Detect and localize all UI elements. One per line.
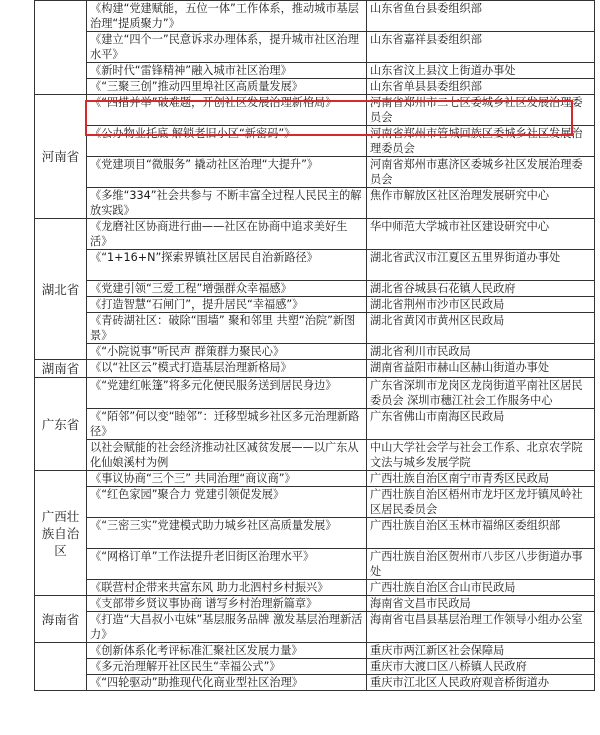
- table-row: [35, 79, 595, 95]
- table-row: [35, 643, 595, 659]
- case-title: 《青砖湖社区：破除“围墙” 聚和邻里 共塑“治院”新图景》: [87, 313, 367, 344]
- case-title: 《公办物业托底 解锁老旧小区“新密码”》: [87, 126, 367, 157]
- case-unit: 广西壮族自治区贺州市八步区八步街道办事处: [367, 549, 595, 580]
- table-row: [35, 378, 595, 409]
- case-title: 《“陌邻”何以变“睦邻”：迁移型城乡社区多元治理新路径》: [87, 409, 367, 440]
- province-cell: 湖南省: [35, 360, 87, 378]
- case-unit: 中山大学社会学与社会工作系、北京农学院文法与城乡发展学院: [367, 440, 595, 471]
- case-unit: 河南省郑州市管城回族区委城乡社区发展治理委员会: [367, 126, 595, 157]
- case-unit: 广西壮族自治区梧州市龙圩区龙圩镇凤岭社区居民委员会: [367, 487, 595, 518]
- case-title: 《联营村企带来共富东风 助力北泗村乡村振兴》: [87, 580, 367, 596]
- case-title: 《事议协商“三个三” 共同治理“商议商”》: [87, 471, 367, 487]
- province-cell: 湖北省: [35, 219, 87, 360]
- province-cell: 广西壮族自治区: [35, 471, 87, 596]
- table-row: [35, 219, 595, 250]
- case-unit: 湖北省谷城县石花镇人民政府: [367, 281, 595, 297]
- case-title: 《创新体系化考评标准汇聚社区发展力量》: [87, 643, 367, 659]
- table-row: [35, 440, 595, 471]
- table-row: [35, 518, 595, 549]
- case-unit: 重庆市两江新区社会保障局: [367, 643, 595, 659]
- case-title: 《构建“党建赋能，五位一体”工作体系，推动城市基层治理“提质聚力”》: [87, 1, 367, 32]
- case-unit: 海南省屯昌县基层治理工作领导小组办公室: [367, 612, 595, 643]
- case-title: 《多维“334”社会共参与 不断丰富全过程人民民主的解放实践》: [87, 188, 367, 219]
- table-row: [35, 409, 595, 440]
- case-title: 以社会赋能的社会经济推动社区减贫发展——以广东从化仙娘溪村为例: [87, 440, 367, 471]
- case-title: 《“小院说事”听民声 群策群力聚民心》: [87, 344, 367, 360]
- table-row: [35, 612, 595, 643]
- table-row: [35, 360, 595, 378]
- province-cell: 河南省: [35, 95, 87, 219]
- table-row: [35, 313, 595, 344]
- case-unit: 河南省郑州市惠济区委城乡社区发展治理委员会: [367, 157, 595, 188]
- province-cell: [35, 643, 87, 691]
- table-row: [35, 297, 595, 313]
- table-row: [35, 344, 595, 360]
- table-row: [35, 549, 595, 580]
- case-title: 《新时代“雷锋精神”融入城市社区治理》: [87, 63, 367, 79]
- case-unit: 重庆市大渡口区八桥镇人民政府: [367, 659, 595, 675]
- case-title: 《支部带乡贤议事协商 谱写乡村治理新篇章》: [87, 596, 367, 612]
- province-cell: 广东省: [35, 378, 87, 471]
- case-title: 《“三聚三创”推动四里埠社区高质量发展》: [87, 79, 367, 95]
- case-unit: 广东省佛山市南海区民政局: [367, 409, 595, 440]
- case-title: 《“红色家园”聚合力 党建引领促发展》: [87, 487, 367, 518]
- case-title: 《“1+16+N”探索界镇社区居民自治新路径》: [87, 250, 367, 281]
- case-title: 《“四轮驱动”助推现代化商业型社区治理》: [87, 675, 367, 691]
- case-unit: 湖南省益阳市赫山区赫山街道办事处: [367, 360, 595, 378]
- table-row: [35, 32, 595, 63]
- case-unit: 湖北省利川市民政局: [367, 344, 595, 360]
- table-row: [35, 188, 595, 219]
- case-unit: 湖北省黄冈市黄州区民政局: [367, 313, 595, 344]
- case-unit: 广东省深圳市龙岗区龙岗街道平南社区居民委员会 深圳市穗江社会工作服务中心: [367, 378, 595, 409]
- case-title: 《打造“大昌叔小屯妹”基层服务品牌 激发基层治理新活力》: [87, 612, 367, 643]
- case-unit: 广西壮族自治区玉林市福绵区委组织部: [367, 518, 595, 549]
- case-unit: 广西壮族自治区南宁市青秀区民政局: [367, 471, 595, 487]
- case-title: 《“党建红帐篷”将多元化便民服务送到居民身边》: [87, 378, 367, 409]
- case-title: 《以“社区云”模式打造基层治理新格局》: [87, 360, 367, 378]
- case-unit: 湖北省武汉市江夏区五里界街道办事处: [367, 250, 595, 281]
- case-title: 《龙磨社区协商进行曲——社区在协商中追求美好生活》: [87, 219, 367, 250]
- case-unit: 河南省郑州市二七区委城乡社区发展治理委员会: [367, 95, 595, 126]
- case-title: 《建立“四个一”民意诉求办理体系，提升城市社区治理水平》: [87, 32, 367, 63]
- case-title: 《“四措并举”破难题，开创社区发展治理新格局》: [87, 95, 367, 126]
- case-title: 《党建项目“微服务” 撬动社区治理“大提升”》: [87, 157, 367, 188]
- province-cell: 海南省: [35, 596, 87, 643]
- case-unit: 湖北省荆州市沙市区民政局: [367, 297, 595, 313]
- table-row: [35, 596, 595, 612]
- table-row: [35, 126, 595, 157]
- case-unit: 山东省鱼台县委组织部: [367, 1, 595, 32]
- case-list-table: [34, 0, 595, 691]
- case-title: 《打造智慧“石闸门”，提升居民“幸福感”》: [87, 297, 367, 313]
- province-cell: [35, 1, 87, 95]
- table-row: [35, 580, 595, 596]
- table-row: [35, 487, 595, 518]
- case-unit: 山东省单县县委组织部: [367, 79, 595, 95]
- case-unit: 海南省文昌市民政局: [367, 596, 595, 612]
- case-title: 《“网格订单”工作法提升老旧街区治理水平》: [87, 549, 367, 580]
- table-row: [35, 250, 595, 281]
- case-unit: 重庆市江北区人民政府观音桥街道办: [367, 675, 595, 691]
- table-row: [35, 1, 595, 32]
- table-row: [35, 95, 595, 126]
- table-row: [35, 659, 595, 675]
- case-unit: 山东省汶上县汶上街道办事处: [367, 63, 595, 79]
- case-title: 《“三密三实”党建模式助力城乡社区高质量发展》: [87, 518, 367, 549]
- table-row: [35, 675, 595, 691]
- case-unit: 山东省嘉祥县委组织部: [367, 32, 595, 63]
- case-unit: 焦作市解放区社区治理发展研究中心: [367, 188, 595, 219]
- table-row: [35, 281, 595, 297]
- case-title: 《党建引领“三爱工程”增强群众幸福感》: [87, 281, 367, 297]
- table-row: [35, 63, 595, 79]
- case-title: 《多元治理解开社区民生“幸福公式”》: [87, 659, 367, 675]
- table-row: [35, 157, 595, 188]
- case-unit: 华中师范大学城市社区建设研究中心: [367, 219, 595, 250]
- table-row: [35, 471, 595, 487]
- case-unit: 广西壮族自治区合山市民政局: [367, 580, 595, 596]
